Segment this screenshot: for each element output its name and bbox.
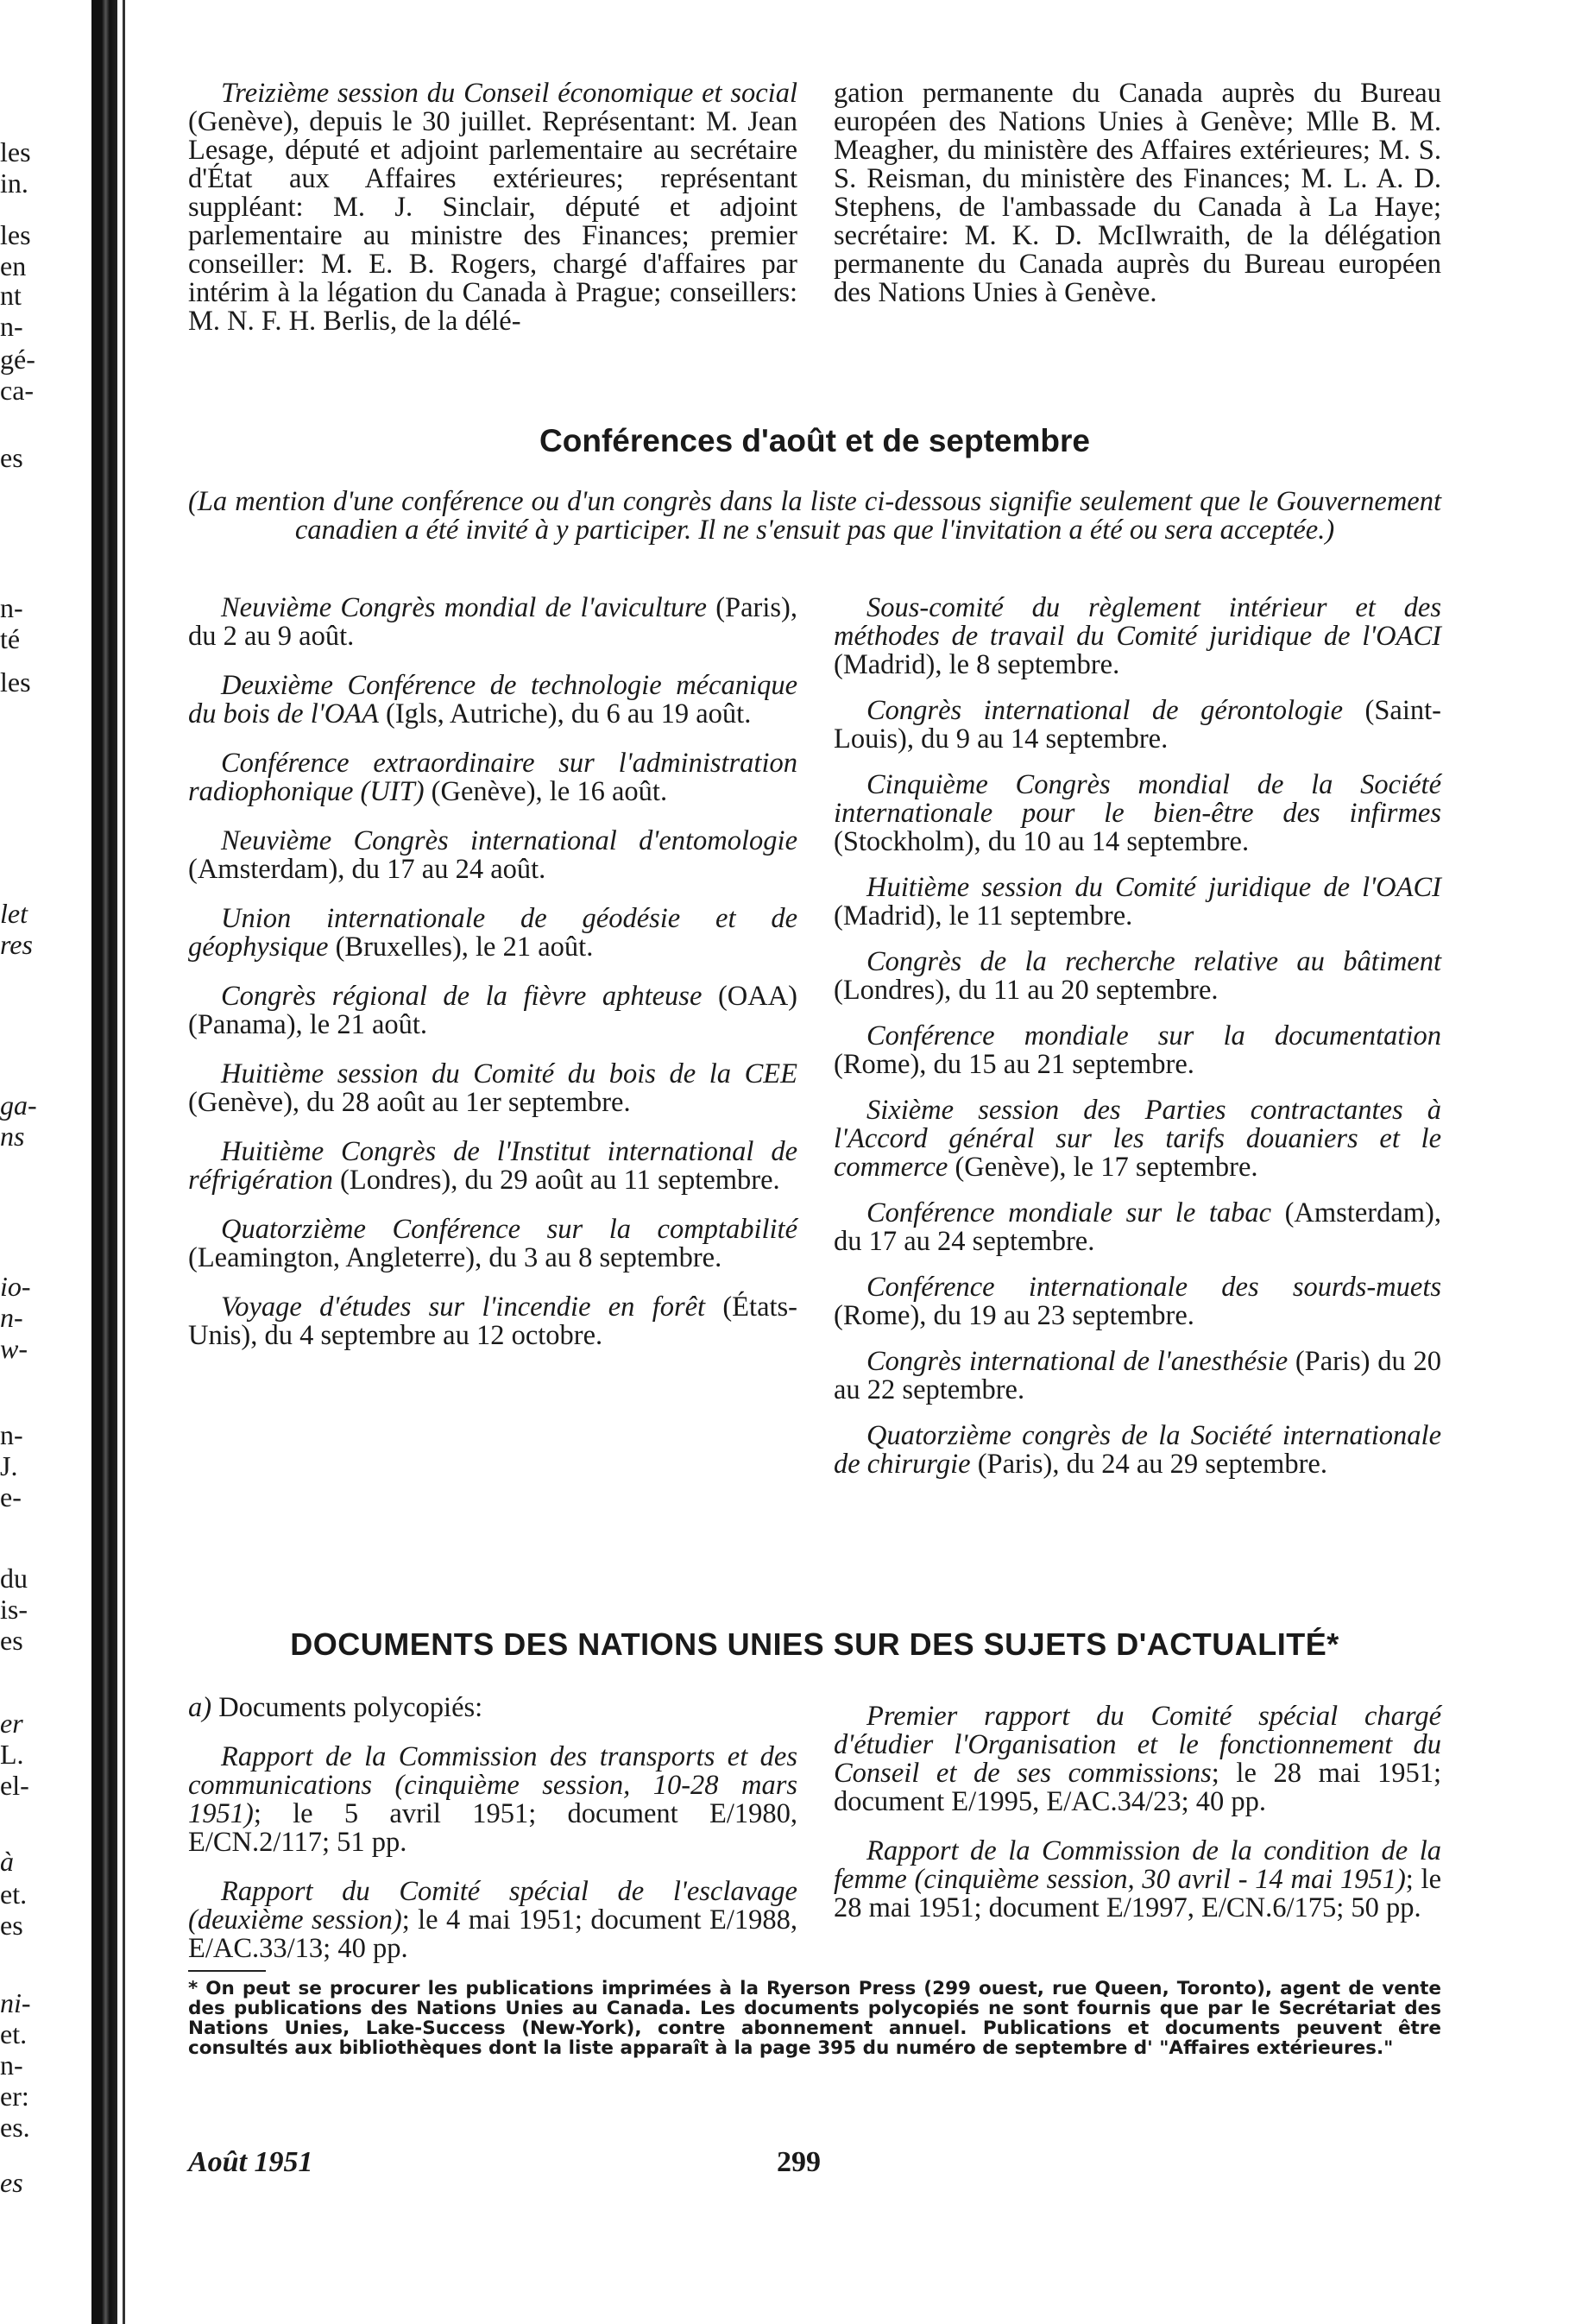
frag: es [0,1910,23,1941]
document-entry: Premier rapport du Comité spécial chargé d'étudier l'Organisation et le fonctionnement du Conseil et de ses commissions; le 28 mai 1951; document E/1995, E/AC.34/23; 40 pp. [834,1701,1441,1817]
document-entry: Rapport du Comité spécial de l'esclavage (deuxième session); le 4 mai 1951; document E/1988, E/AC.33/13; 40 pp. [188,1876,797,1964]
frag: n- [0,2049,23,2081]
frag: les [0,136,31,167]
session-paragraph-continued: gation permanente du Canada auprès du Bureau européen des Nations Unies à Genève; Mlle B. M. Meagher, du ministère des Affaires extérieures; M. S. S. Reisman, du ministère des Finances; M. L. A. D. Stephens, de l'ambassade du Canada à La Haye; secrétaire: M. K. D. McIlwraith, de la délégation permanente du Canada auprès du Bureau européen des Nations Unies à Genève. [834,78,1441,308]
frag: ni- [0,1987,31,2018]
footnote: * On peut se procurer les publications imprimées à la Ryerson Press (299 ouest, rue Queen, Toronto), agent de vente des publications des Nations Unies au Canada. Les documents polycopiés ne sont fournis que par le Secrétariat des Nations Unies, Lake-Success (New-York), contre abonnement annuel. Publications et documents peuvent être consultés aux bibliothèques dont la liste apparaît à la page 395 du numéro de septembre d' "Affaires extérieures." [188,1978,1441,2059]
frag: es [0,442,23,473]
documents-right [834,1702,1441,1943]
top-paragraph-left [188,79,797,357]
conference-entry: Congrès régional de la fièvre aphteuse (OAA) (Panama), le 21 août. [188,981,797,1040]
frag: e- [0,1481,22,1512]
frag: er: [0,2081,29,2112]
conferences-list-left [188,594,797,1371]
frag: n- [0,1419,23,1450]
conference-entry: Sous-comité du règlement intérieur et des méthodes de travail du Comité juridique de l'OACI (Madrid), le 8 septembre. [834,592,1441,680]
top-paragraph-right [834,79,1441,328]
session-title: Treizième session du Conseil économique et social [221,78,797,109]
document-entry: Rapport de la Commission de la condition de la femme (cinquième session, 30 avril - 14 mai 1951); le 28 mai 1951; document E/1997, E/CN.6/175; 50 pp. [834,1835,1442,1923]
conference-entry: Conférence internationale des sourds-muets (Rome), du 19 au 23 septembre. [834,1272,1441,1331]
frag: es. [0,2112,30,2143]
conference-entry: Cinquième Congrès mondial de la Société internationale pour le bien-être des infirmes (Stockholm), du 10 au 14 septembre. [834,769,1441,857]
conference-entry: Congrès de la recherche relative au bâtiment (Londres), du 11 au 20 septembre. [834,946,1441,1006]
footnote-rule [188,1970,266,1972]
frag: ca- [0,375,35,406]
frag: n- [0,1302,23,1333]
frag: du [0,1563,28,1594]
documents-left [188,1694,797,1984]
frag: ns [0,1121,25,1152]
frag: et. [0,2018,28,2049]
documents-subhead: a) Documents polycopiés: [188,1692,483,1723]
frag: es [0,2167,23,2198]
frag: gé- [0,344,35,375]
conference-entry: Voyage d'études sur l'incendie en forêt (États-Unis), du 4 septembre au 12 octobre. [188,1291,797,1351]
conference-entry: Quatorzième Conférence sur la comptabilité (Leamington, Angleterre), du 3 au 8 septembre. [188,1214,797,1273]
frag: les [0,666,31,698]
frag: J. [0,1450,18,1481]
conference-entry: Neuvième Congrès international d'entomologie (Amsterdam), du 17 au 24 août. [188,825,797,885]
frag: et. [0,1879,28,1910]
frag: io- [0,1271,31,1302]
conference-entry: Conférence extraordinaire sur l'administration radiophonique (UIT) (Genève), le 16 août. [188,748,797,807]
frag: er [0,1708,23,1739]
conferences-list-right [834,594,1441,1496]
documents-heading: DOCUMENTS DES NATIONS UNIES SUR DES SUJETS D'ACTUALITÉ* [290,1626,1339,1662]
frag: nt [0,280,22,311]
frag: let [0,898,28,929]
frag: à [0,1846,14,1877]
issue-date: Août 1951 [188,2146,313,2178]
conference-entry: Sixième session des Parties contractantes à l'Accord général sur les tarifs douaniers et le commerce (Genève), le 17 septembre. [834,1095,1441,1183]
conferences-heading: Conférences d'août et de septembre [539,423,1090,458]
frag: L. [0,1739,24,1770]
frag: té [0,623,21,654]
conference-entry: Huitième session du Comité juridique de l'OACI (Madrid), le 11 septembre. [834,872,1441,931]
session-details: (Genève), depuis le 30 juillet. Représentant: M. Jean Lesage, député et adjoint parlementaire au secrétaire d'État aux Affaires extérieures; représentant suppléant: M. J. Sinclair, député et adjoint parlementaire au ministre des Finances; premier conseiller: M. E. B. Rogers, chargé d'affaires par intérim à la légation du Canada à Prague; conseillers: M. N. F. H. Berlis, de la délé- [188,106,797,337]
conference-entry: Congrès international de gérontologie (Saint-Louis), du 9 au 14 septembre. [834,695,1441,755]
frag: res [0,929,33,960]
page-number: 299 [777,2146,821,2178]
frag: w- [0,1333,28,1364]
document-entry: Rapport de la Commission des transports et des communications (cinquième session, 10-28 mars 1951); le 5 avril 1951; document E/1980, E/CN.2/117; 51 pp. [188,1741,797,1858]
frag: in. [0,167,28,199]
conference-entry: Union internationale de géodésie et de géophysique (Bruxelles), le 21 août. [188,903,797,963]
frag: is- [0,1594,28,1625]
conference-entry: Deuxième Conférence de technologie mécanique du bois de l'OAA (Igls, Autriche), du 6 au 19 août. [188,670,797,729]
frag: ga- [0,1089,37,1121]
frag: en [0,250,27,281]
book-spine-shadow [91,0,117,2324]
conference-entry: Neuvième Congrès mondial de l'aviculture (Paris), du 2 au 9 août. [188,592,797,652]
frag: n- [0,311,23,342]
conference-entry: Congrès international de l'anesthésie (Paris) du 20 au 22 septembre. [834,1346,1441,1405]
conferences-intro: (La mention d'une conférence ou d'un congrès dans la liste ci-dessous signifie seulement que le Gouvernement canadien a été invité à y participer. Il ne s'ensuit pas que l'invitation a été ou sera acceptée.) [188,486,1441,546]
conference-entry: Conférence mondiale sur la documentation (Rome), du 15 au 21 septembre. [834,1020,1441,1080]
frag: n- [0,592,23,623]
spine-edge-line [123,0,125,2324]
conference-entry: Huitième session du Comité du bois de la CEE (Genève), du 28 août au 1er septembre. [188,1058,797,1118]
session-paragraph [188,79,797,336]
frag: les [0,219,31,250]
frag: es [0,1625,23,1656]
conference-entry: Huitième Congrès de l'Institut international de réfrigération (Londres), du 29 août au 11 septembre. [188,1136,797,1196]
conference-entry: Quatorzième congrès de la Société internationale de chirurgie (Paris), du 24 au 29 septembre. [834,1420,1441,1480]
frag: el- [0,1770,29,1801]
conference-entry: Conférence mondiale sur le tabac (Amsterdam), du 17 au 24 septembre. [834,1197,1441,1257]
